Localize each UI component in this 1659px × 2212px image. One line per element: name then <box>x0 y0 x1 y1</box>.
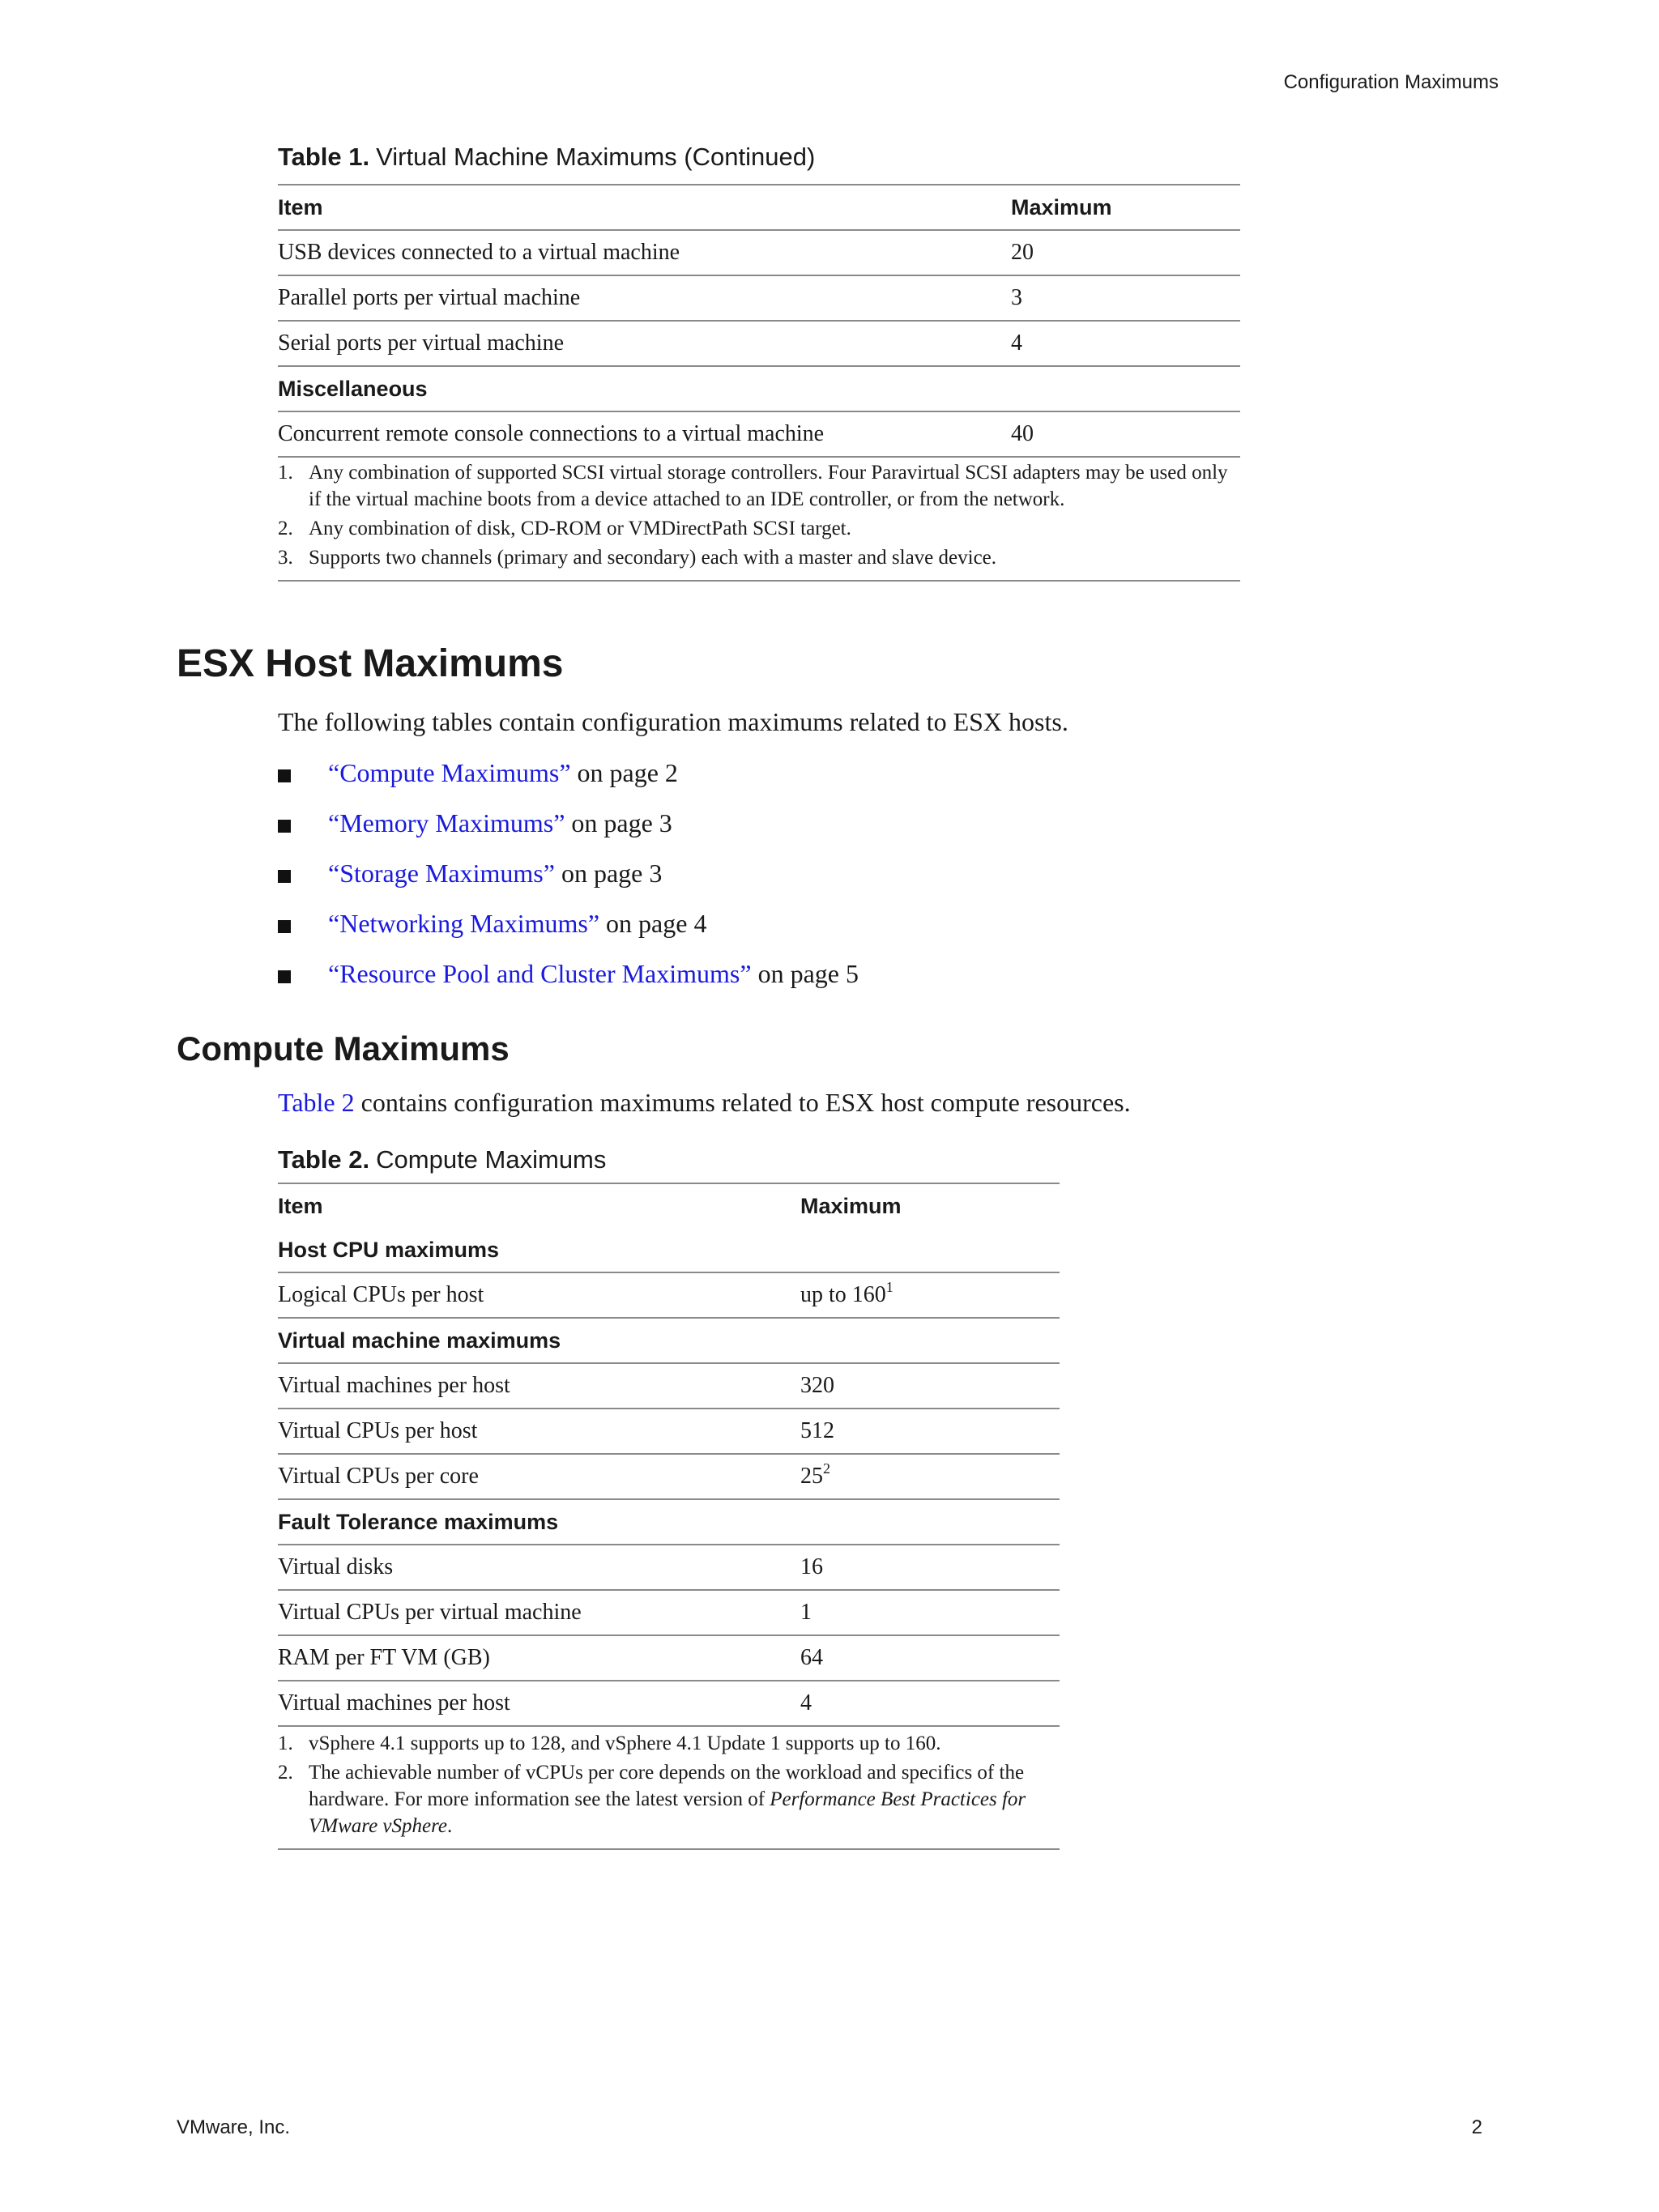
col-header-maximum: Maximum <box>800 1183 1060 1228</box>
cell-maximum <box>800 1454 1060 1499</box>
table-row <box>278 1272 1060 1318</box>
table-section-row <box>278 1228 1060 1272</box>
footnote-text: The achievable number of vCPUs per core depends on the workload and specifics of the hardware. For more information see the latest version of <box>309 1762 1025 1810</box>
toc-item <box>278 959 859 1009</box>
table-row <box>278 1363 1060 1409</box>
footnote-number: 2. <box>278 518 293 539</box>
footnote-text: vSphere 4.1 supports up to 128, and vSphere 4.1 Update 1 supports up to 160. <box>309 1733 941 1754</box>
cell-item: Virtual machines per host <box>278 1681 800 1726</box>
running-header: Configuration Maximums <box>1283 71 1499 93</box>
footnote-ref: 1 <box>885 1279 893 1295</box>
cell-item: Serial ports per virtual machine <box>278 321 1011 366</box>
footnote <box>278 515 1240 542</box>
cell-maximum <box>800 1272 1060 1318</box>
toc-page-ref: on page 2 <box>577 758 678 787</box>
cell-item: Virtual CPUs per core <box>278 1454 800 1499</box>
cell-maximum: 1 <box>800 1590 1060 1635</box>
cell-item: Virtual CPUs per virtual machine <box>278 1590 800 1635</box>
cell-maximum: 4 <box>1011 321 1240 366</box>
cell-maximum: 512 <box>800 1409 1060 1454</box>
section-label: Miscellaneous <box>278 366 1240 411</box>
table1-title: Virtual Machine Maximums (Continued) <box>376 143 816 171</box>
col-header-maximum: Maximum <box>1011 185 1240 230</box>
compute-maximums-heading: Compute Maximums <box>177 1029 510 1068</box>
table-row <box>278 1409 1060 1454</box>
cell-item: Virtual disks <box>278 1545 800 1590</box>
section-label: Host CPU maximums <box>278 1228 1060 1272</box>
toc-page-ref: on page 5 <box>757 959 859 988</box>
footer-page-number: 2 <box>1471 2116 1482 2138</box>
table-section-row <box>278 1318 1060 1363</box>
table1-footnotes <box>278 459 1240 582</box>
table1-label: Table 1. <box>278 143 370 171</box>
cell-maximum: 320 <box>800 1363 1060 1409</box>
toc-item <box>278 808 859 859</box>
square-bullet-icon <box>278 769 291 782</box>
table-section-row <box>278 366 1240 411</box>
table-header-row <box>278 185 1240 230</box>
table2-label: Table 2. <box>278 1145 370 1174</box>
table-row <box>278 1635 1060 1681</box>
esx-host-maximums-heading: ESX Host Maximums <box>177 642 564 685</box>
cell-item: RAM per FT VM (GB) <box>278 1635 800 1681</box>
footnote-book-title: Performance Best Practices for VMware vSphere <box>309 1788 1026 1837</box>
footnote <box>278 1730 1060 1757</box>
footnote-ref: 2 <box>823 1460 830 1477</box>
toc-link-compute[interactable]: “Compute Maximums” <box>328 758 571 787</box>
toc-item <box>278 859 859 909</box>
toc-link-storage[interactable]: “Storage Maximums” <box>328 859 555 888</box>
toc-list <box>278 758 859 1009</box>
table-row <box>278 1590 1060 1635</box>
cell-item: USB devices connected to a virtual machine <box>278 230 1011 275</box>
table-row <box>278 1545 1060 1590</box>
table1 <box>278 184 1240 458</box>
cell-item: Virtual machines per host <box>278 1363 800 1409</box>
footnote-number: 1. <box>278 1733 293 1754</box>
table1-caption <box>278 143 815 172</box>
toc-page-ref: on page 3 <box>561 859 663 888</box>
cell-maximum: 40 <box>1011 411 1240 457</box>
cell-item: Logical CPUs per host <box>278 1272 800 1318</box>
toc-item <box>278 909 859 959</box>
square-bullet-icon <box>278 970 291 983</box>
square-bullet-icon <box>278 870 291 883</box>
table-row <box>278 411 1240 457</box>
footnote-text: Any combination of supported SCSI virtual storage controllers. Four Paravirtual SCSI adapters may be used only if the virtual machine boots from a device attached to an IDE controller, or from the network. <box>309 462 1228 510</box>
table2-footnotes <box>278 1730 1060 1850</box>
compute-intro-text: contains configuration maximums related to ESX host compute resources. <box>360 1088 1131 1117</box>
cell-value: up to 160 <box>800 1282 886 1307</box>
esx-intro-paragraph: The following tables contain configuration maximums related to ESX hosts. <box>278 707 1068 736</box>
footnote-body <box>309 1759 1060 1839</box>
toc-link-networking[interactable]: “Networking Maximums” <box>328 909 600 938</box>
table-header-row <box>278 1183 1060 1228</box>
toc-link-resource-pool[interactable]: “Resource Pool and Cluster Maximums” <box>328 959 752 988</box>
footnote-number: 1. <box>278 462 293 484</box>
table-section-row <box>278 1499 1060 1545</box>
footnote-text: Supports two channels (primary and secondary) each with a master and slave device. <box>309 547 997 569</box>
table2-title: Compute Maximums <box>376 1145 607 1174</box>
cell-maximum: 4 <box>800 1681 1060 1726</box>
cell-maximum: 64 <box>800 1635 1060 1681</box>
table2 <box>278 1183 1060 1727</box>
footnote-number: 3. <box>278 547 293 569</box>
footnote <box>278 1759 1060 1839</box>
cell-maximum: 3 <box>1011 275 1240 321</box>
cell-item: Concurrent remote console connections to a virtual machine <box>278 411 1011 457</box>
col-header-item: Item <box>278 185 1011 230</box>
table-row <box>278 321 1240 366</box>
square-bullet-icon <box>278 820 291 833</box>
section-label: Fault Tolerance maximums <box>278 1499 1060 1545</box>
cell-maximum: 16 <box>800 1545 1060 1590</box>
cell-item: Virtual CPUs per host <box>278 1409 800 1454</box>
footnote-period: . <box>447 1815 453 1837</box>
section-label: Virtual machine maximums <box>278 1318 1060 1363</box>
cell-item: Parallel ports per virtual machine <box>278 275 1011 321</box>
toc-item <box>278 758 859 808</box>
square-bullet-icon <box>278 920 291 933</box>
table-row <box>278 1681 1060 1726</box>
col-header-item: Item <box>278 1183 800 1228</box>
footer-company: VMware, Inc. <box>177 2116 291 2138</box>
table-row <box>278 1454 1060 1499</box>
table2-link[interactable]: Table 2 <box>278 1088 355 1117</box>
table-row <box>278 275 1240 321</box>
cell-value: 25 <box>800 1464 823 1489</box>
footnote <box>278 459 1240 513</box>
toc-link-memory[interactable]: “Memory Maximums” <box>328 808 565 837</box>
footnote-text: Any combination of disk, CD-ROM or VMDirectPath SCSI target. <box>309 518 851 539</box>
table2-caption <box>278 1145 606 1174</box>
cell-maximum: 20 <box>1011 230 1240 275</box>
compute-intro-paragraph <box>278 1088 1131 1118</box>
footnote-number: 2. <box>278 1762 293 1784</box>
toc-page-ref: on page 3 <box>571 808 672 837</box>
table-row <box>278 230 1240 275</box>
toc-page-ref: on page 4 <box>606 909 707 938</box>
footnote <box>278 544 1240 571</box>
